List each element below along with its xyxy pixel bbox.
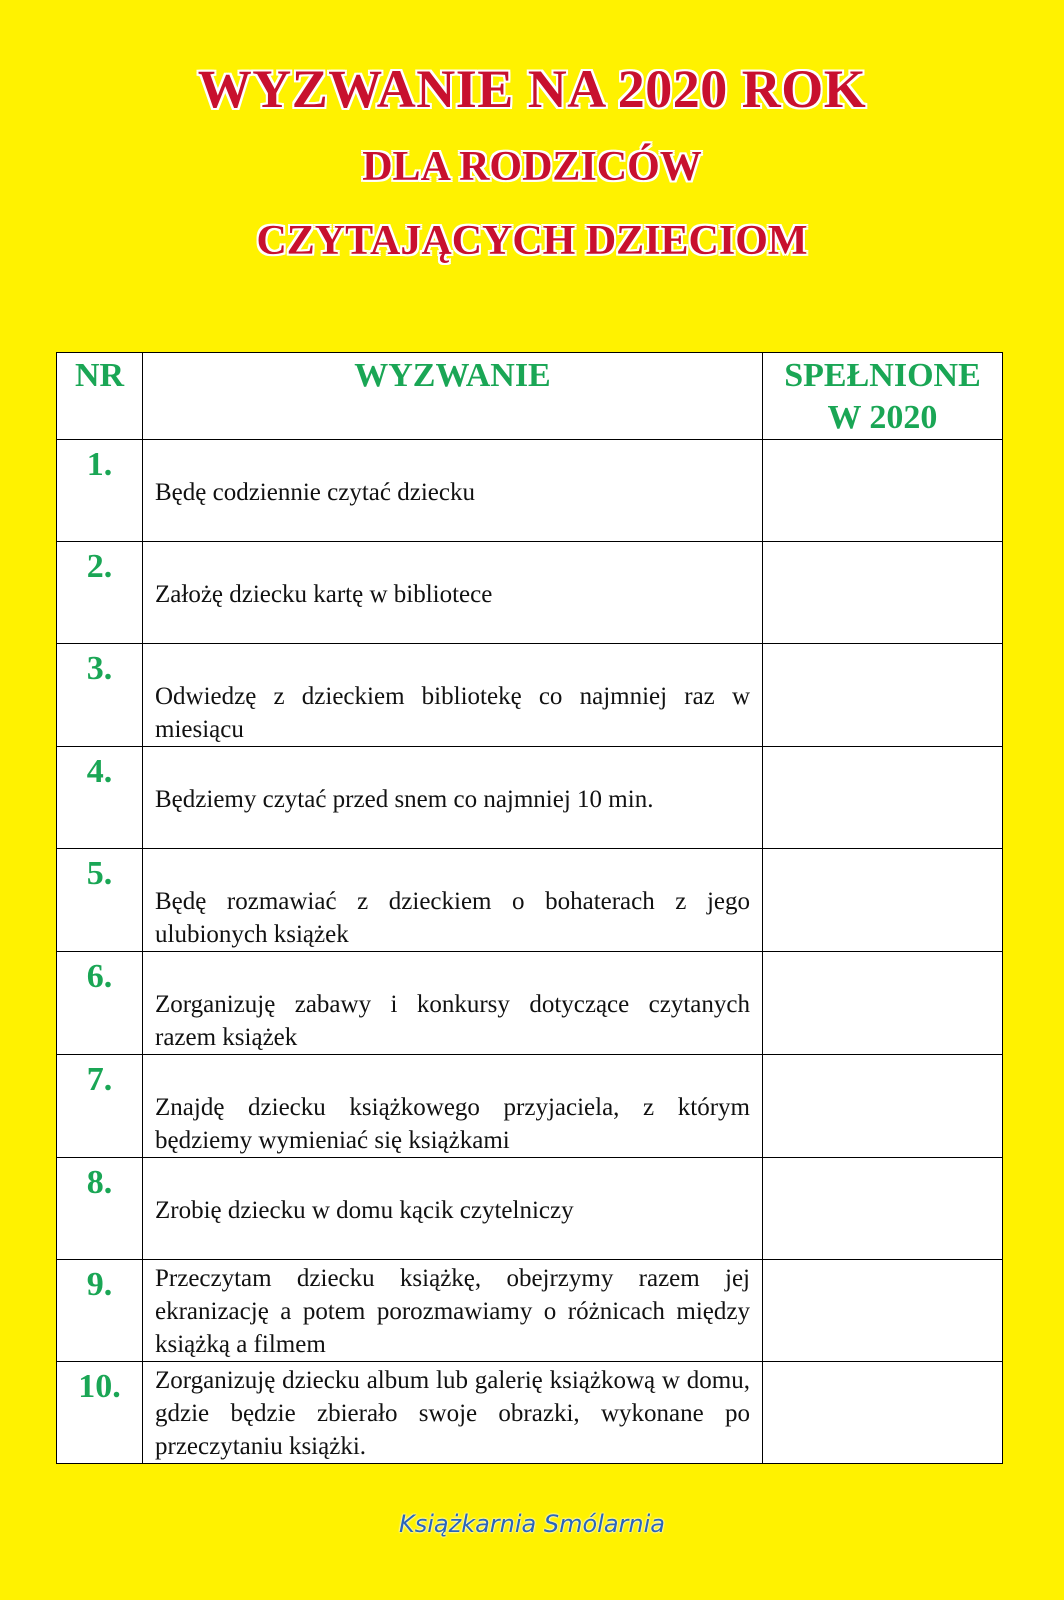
row-number: 6. — [86, 958, 113, 995]
row-number: 9. — [86, 1266, 113, 1303]
row-done-cell[interactable] — [763, 1055, 1003, 1158]
challenge-table — [56, 352, 1003, 1464]
table-row — [57, 1260, 1003, 1362]
row-done-cell[interactable] — [763, 747, 1003, 849]
page-title: WYZWANIE NA 2020 ROK — [197, 59, 867, 119]
column-header-task — [143, 353, 763, 440]
row-number: 5. — [86, 855, 113, 892]
row-done-cell[interactable] — [763, 542, 1003, 644]
row-task: Będę codziennie czytać dziecku — [155, 479, 475, 506]
row-number: 1. — [86, 446, 113, 483]
table-row — [57, 952, 1003, 1055]
row-task: Będziemy czytać przed snem co najmniej 10 min. — [155, 786, 654, 813]
column-header-nr — [57, 353, 143, 440]
table-row — [57, 1158, 1003, 1260]
column-header-done — [763, 353, 1003, 440]
table-row — [57, 1362, 1003, 1464]
row-number: 8. — [86, 1164, 113, 1201]
table-row — [57, 1055, 1003, 1158]
row-task: Znajdę dziecku książkowego przyjaciela, z którym będziemy wymieniać się książkami — [155, 1094, 750, 1154]
row-done-cell[interactable] — [763, 1158, 1003, 1260]
subtitle-line-2: CZYTAJĄCYCH DZIECIOM — [256, 218, 808, 264]
table-row — [57, 747, 1003, 849]
row-task: Założę dziecku kartę w bibliotece — [155, 581, 493, 608]
row-number: 10. — [78, 1368, 121, 1405]
table-row — [57, 440, 1003, 542]
subtitle-line-1: DLA RODZICÓW — [362, 144, 702, 190]
table-row — [57, 849, 1003, 952]
row-number: 3. — [86, 650, 113, 687]
column-header-nr-label: NR — [74, 357, 125, 394]
row-done-cell[interactable] — [763, 952, 1003, 1055]
table-row — [57, 644, 1003, 747]
row-task: Przeczytam dziecku książkę, obejrzymy razem jej ekranizację a potem porozmawiamy o różnicach między książką a filmem — [155, 1265, 750, 1358]
row-done-cell[interactable] — [763, 440, 1003, 542]
table-row — [57, 542, 1003, 644]
row-number: 4. — [86, 753, 113, 790]
row-done-cell[interactable] — [763, 644, 1003, 747]
row-task: Odwiedzę z dzieckiem bibliotekę co najmniej raz w miesiącu — [155, 683, 750, 743]
column-header-task-label: WYZWANIE — [354, 357, 551, 394]
row-task: Zorganizuję zabawy i konkursy dotyczące czytanych razem książek — [155, 991, 750, 1051]
row-done-cell[interactable] — [763, 1362, 1003, 1464]
row-number: 7. — [86, 1061, 113, 1098]
column-header-done-label-2: W 2020 — [827, 399, 938, 436]
row-task: Zorganizuję dziecku album lub galerię książkową w domu, gdzie będzie zbierało swoje obrazki, wykonane po przeczytaniu książki. — [155, 1367, 750, 1460]
row-done-cell[interactable] — [763, 849, 1003, 952]
row-done-cell[interactable] — [763, 1260, 1003, 1362]
row-number: 2. — [86, 548, 113, 585]
column-header-done-label-1: SPEŁNIONE — [784, 357, 981, 394]
row-task: Zrobię dziecku w domu kącik czytelniczy — [155, 1197, 574, 1224]
brand-signature: Książkarnia Smólarnia — [398, 1510, 666, 1538]
row-task: Będę rozmawiać z dzieckiem o bohaterach z jego ulubionych książek — [155, 888, 750, 948]
table-header-row — [57, 353, 1003, 440]
